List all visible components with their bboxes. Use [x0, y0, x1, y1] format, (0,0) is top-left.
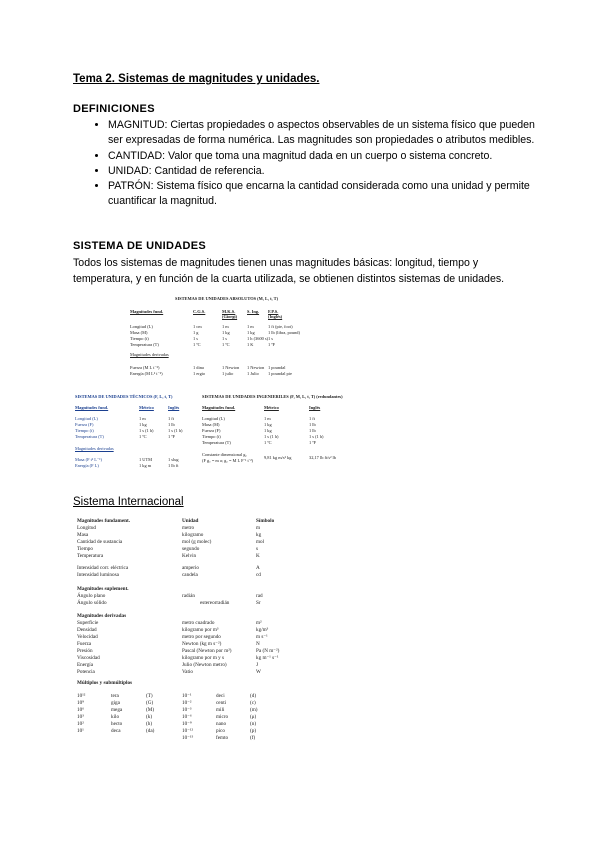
- si-m5c0: 10¹: [77, 728, 84, 734]
- si-f3c1: segundo: [182, 546, 200, 552]
- si-d2c0: Velocidad: [77, 634, 98, 640]
- def-unidad: • UNIDAD: Cantidad de referencia.: [108, 164, 548, 179]
- si-m4c3: 10⁻⁹: [182, 721, 192, 727]
- si-f1c1: kilogramo: [182, 532, 204, 538]
- si-m3c1: kilo: [111, 714, 120, 720]
- si-f4c2: K: [256, 553, 260, 559]
- ing-h0: Magnitudes fund.: [202, 405, 236, 410]
- si-m5c2: (da): [146, 728, 155, 734]
- si-m5c4: pico: [216, 728, 225, 734]
- si-s1c2: Sr: [256, 600, 261, 606]
- ing-r2c0: Fuerza (F): [202, 428, 221, 433]
- si-m2c5: (m): [250, 707, 258, 713]
- tec-h2: Inglés: [168, 405, 180, 410]
- abs-r3c3: 1 K: [247, 342, 254, 347]
- ing-r2c2: 1 lb: [309, 428, 316, 433]
- si-m5c1: deca: [111, 728, 121, 734]
- tec-r1c2: 1 lb: [168, 422, 175, 427]
- si-m3c4: micro: [216, 714, 229, 720]
- si-o1c1: candela: [182, 572, 198, 578]
- abs-derivadas-label: Magnitudes derivadas: [130, 352, 169, 357]
- si-m4c1: hecto: [111, 721, 123, 727]
- si-f3c0: Tiempo: [77, 546, 93, 552]
- abs-h4: F.P.S. (Inglés): [268, 309, 283, 319]
- si-s0c1: radián: [182, 593, 195, 599]
- si-m5c3: 10⁻¹²: [182, 728, 194, 734]
- ing-h2: Inglés: [309, 405, 321, 410]
- si-f2c0: Cantidad de sustancia: [77, 539, 123, 545]
- si-s0c0: Ángulo plano: [77, 593, 106, 599]
- si-d6c0: Energía: [77, 662, 94, 668]
- si-m4c5: (n): [250, 721, 257, 727]
- tec-r2c0: Tiempo (t): [75, 428, 94, 433]
- abs-r1c1: 1 g: [193, 330, 199, 335]
- abs-d0c0: Fuerza (M L t⁻²): [130, 365, 160, 370]
- si-d1c1: kilogramo por m³: [182, 627, 219, 633]
- si-d3c1: Newton (kg m s⁻²): [182, 641, 222, 647]
- ing-constante-label: Constante dimensional g꜀: [202, 452, 247, 457]
- ing-r0c0: Longitud (L): [202, 416, 225, 421]
- si-d5c2: kg m⁻¹ s⁻¹: [256, 655, 279, 661]
- abs-r2c0: Tiempo (t): [130, 336, 149, 341]
- absolutos-title: SISTEMAS DE UNIDADES ABSOLUTOS (M, L, t, T): [175, 296, 279, 301]
- si-m0c4: deci: [216, 693, 225, 699]
- si-m2c3: 10⁻³: [182, 707, 192, 713]
- tec-r0c0: Longitud (L): [75, 416, 98, 421]
- abs-h0: Magnitudes fund.: [130, 309, 164, 314]
- si-m1c5: (c): [250, 700, 256, 706]
- si-d3c0: Fuerza: [77, 641, 92, 647]
- tec-r2c2: 1 s (1 h): [168, 428, 183, 433]
- si-s0c2: rad: [256, 593, 263, 599]
- si-m0c5: (d): [250, 693, 257, 699]
- si-d0c0: Superficie: [77, 620, 99, 626]
- si-m1c4: centi: [216, 700, 227, 706]
- si-d4c1: Pascal (Newton por m²): [182, 648, 232, 654]
- tec-d1c2: 1 lb ft: [168, 463, 179, 468]
- abs-h2: M.K.S. (Giorgi): [222, 309, 238, 319]
- abs-d0c2: 1 Newton: [222, 365, 240, 370]
- si-h2: Símbolo: [256, 518, 275, 524]
- si-f2c1: mol (g molec): [182, 539, 212, 545]
- si-d0c1: metro cuadrado: [182, 620, 215, 626]
- si-m1c0: 10⁹: [77, 700, 84, 706]
- si-m4c0: 10²: [77, 721, 84, 727]
- ing-r4c1: 1 ºC: [264, 440, 272, 445]
- si-f3c2: s: [256, 546, 259, 552]
- si-m3c0: 10³: [77, 714, 84, 720]
- abs-r1c3: 1 kg: [247, 330, 255, 335]
- abs-d1c2: 1 julio: [222, 371, 234, 376]
- si-m0c1: tera: [111, 693, 119, 699]
- sistema-heading: SISTEMA DE UNIDADES: [73, 240, 207, 252]
- si-d2c1: metro por segundo: [182, 634, 221, 640]
- si-s1c0: Ángulo sólido: [77, 600, 107, 606]
- def-cantidad: • CANTIDAD: Valor que toma una magnitud dada en un cuerpo o sistema concreto.: [108, 149, 548, 164]
- si-s1c1: estereorradián: [200, 600, 230, 606]
- si-o0c0: Intensidad corr. eléctrica: [77, 565, 129, 571]
- si-f2c2: mol: [256, 539, 265, 545]
- abs-r0c1: 1 cm: [193, 324, 202, 329]
- tecnicos-title: SISTEMAS DE UNIDADES TÉCNICOS (F, L, t, T): [75, 394, 173, 399]
- ing-r3c0: Tiempo (t): [202, 434, 221, 439]
- ing-constante-ingles: 32,17 lb ft/s² lb: [309, 455, 336, 460]
- ing-r0c2: 1 ft: [309, 416, 315, 421]
- si-m2c0: 10⁶: [77, 707, 84, 713]
- abs-r3c2: 1 ºC: [222, 342, 230, 347]
- abs-h1: C.G.S.: [193, 309, 206, 314]
- definiciones-list: [92, 118, 548, 210]
- si-o0c2: A: [256, 565, 260, 571]
- abs-d0c3: 1 Newton: [247, 365, 265, 370]
- def-patron: • PATRÓN: Sistema físico que encarna la cantidad considerada como una unidad y permite cuantificar la magnitud.: [108, 179, 548, 210]
- tec-d0c0: Masa (F t² L⁻¹): [75, 457, 103, 462]
- si-m3c2: (k): [146, 714, 153, 720]
- abs-r3c1: 1 ºC: [193, 342, 201, 347]
- tec-d1c0: Energía (F L): [75, 463, 99, 468]
- tec-r0c2: 1 ft: [168, 416, 174, 421]
- page-title: Tema 2. Sistemas de magnitudes y unidades.: [73, 73, 320, 85]
- ing-r4c0: Temperatura (T): [202, 440, 231, 445]
- ing-r0c1: 1 m: [264, 416, 271, 421]
- si-h1: Unidad: [182, 518, 199, 524]
- si-m2c1: mega: [111, 707, 123, 713]
- ing-r1c2: 1 lb: [309, 422, 316, 427]
- si-d6c1: Julio (Newton metro): [182, 662, 227, 668]
- si-m4c2: (h): [146, 721, 153, 727]
- abs-r2c2: 1 s: [222, 336, 228, 341]
- si-heading: Sistema Internacional: [73, 496, 184, 508]
- si-m1c3: 10⁻²: [182, 700, 192, 706]
- abs-d1c1: 1 ergio: [193, 371, 206, 376]
- si-m0c2: (T): [146, 693, 153, 699]
- si-o1c2: cd: [256, 572, 261, 578]
- tec-d0c1: 1 UTM: [139, 457, 153, 462]
- si-f0c1: metro: [182, 525, 195, 531]
- ing-constante-metric: 9,81 kg m/s² kg: [264, 455, 292, 460]
- sistema-paragraph: Todos los sistemas de magnitudes tienen unas magnitudes básicas: longitud, tiempo y temperatura, y en función de la cuarta utilizada, se obtienen distintos sistemas de unidades.: [73, 257, 505, 285]
- ing-r2c1: 1 kg: [264, 428, 272, 433]
- abs-d0c4: 1 poundal: [268, 365, 286, 370]
- ing-constante-desc: (F g꜀ = m a; g꜀ = M L F⁻¹ t⁻²): [202, 458, 253, 463]
- si-f1c0: Masa: [77, 532, 89, 538]
- si-d1c0: Densidad: [77, 627, 97, 633]
- si-o0c1: amperio: [182, 565, 199, 571]
- si-f0c2: m: [256, 525, 261, 531]
- si-suplement-label: Magnitudes suplement.: [77, 586, 129, 592]
- si-m4c4: nano: [216, 721, 227, 727]
- ing-r3c2: 1 s (1 h): [309, 434, 324, 439]
- tec-r3c0: Temperatura (T): [75, 434, 104, 439]
- si-m6c5: (f): [250, 735, 256, 741]
- abs-d1c3: 1 Julio: [247, 371, 259, 376]
- tec-r3c2: 1 ºF: [168, 434, 176, 439]
- si-f1c2: kg: [256, 532, 262, 538]
- abs-r2c3: 1 h (3600 s): [247, 336, 269, 341]
- abs-d1c0: Energía (M L² t⁻²): [130, 371, 163, 376]
- abs-r1c0: Masa (M): [130, 330, 148, 335]
- si-d7c0: Potencia: [77, 669, 95, 675]
- abs-r3c0: Temperatura (T): [130, 342, 159, 347]
- abs-h3: S. Ing.: [247, 309, 260, 314]
- definiciones-heading: DEFINICIONES: [73, 103, 155, 115]
- si-m2c2: (M): [146, 707, 155, 713]
- ingenieriles-title: SISTEMAS DE UNIDADES INGENIERILES (F, M, L, t, T) (redundantes): [202, 394, 343, 399]
- abs-d0c1: 1 dina: [193, 365, 204, 370]
- ing-r4c2: 1 ºF: [309, 440, 317, 445]
- si-derivadas-label: Magnitudes derivadas: [77, 613, 127, 619]
- abs-r0c0: Longitud (L): [130, 324, 153, 329]
- si-f0c0: Longitud: [77, 525, 97, 531]
- si-multiplos-label: Múltiplos y submúltiplos: [77, 680, 133, 686]
- si-m6c3: 10⁻¹⁵: [182, 735, 194, 741]
- ing-r1c0: Masa (M): [202, 422, 220, 427]
- tec-h1: Métrico: [139, 405, 154, 410]
- si-m5c5: (p): [250, 728, 257, 734]
- abs-d1c4: 1 poundal pie: [268, 371, 292, 376]
- abs-r1c4: 1 lb (libra, pound): [268, 330, 300, 335]
- si-f4c1: Kelvin: [182, 553, 197, 559]
- si-m1c2: (G): [146, 700, 154, 706]
- si-f4c0: Temperatura: [77, 553, 104, 559]
- si-d4c0: Presión: [77, 648, 93, 654]
- si-d7c2: W: [256, 669, 261, 675]
- si-m6c4: femto: [216, 735, 229, 741]
- si-o1c0: Intensidad luminosa: [77, 572, 119, 578]
- tec-h0: Magnitudes fund.: [75, 405, 109, 410]
- si-m0c0: 10¹²: [77, 693, 86, 699]
- def-magnitud: • MAGNITUD: Ciertas propiedades o aspectos observables de un sistema físico que pueden ser expresadas de forma numérica. Las magnitudes son propiedades o atributos medibles.: [108, 118, 548, 149]
- si-d0c2: m²: [256, 620, 262, 626]
- ing-r1c1: 1 kg: [264, 422, 272, 427]
- si-m3c3: 10⁻⁶: [182, 714, 192, 720]
- si-d1c2: kg/m³: [256, 627, 269, 633]
- abs-r2c4: 1 s: [268, 336, 274, 341]
- tec-derivadas-label: Magnitudes derivadas: [75, 446, 114, 451]
- tec-r3c1: 1 ºC: [139, 434, 147, 439]
- tec-r1c0: Fuerza (F): [75, 422, 94, 427]
- ing-r3c1: 1 s (1 h): [264, 434, 279, 439]
- si-d7c1: Vatio: [182, 669, 193, 675]
- si-d6c2: J: [256, 662, 259, 668]
- si-d3c2: N: [256, 641, 260, 647]
- abs-r1c2: 1 kg: [222, 330, 230, 335]
- tec-r1c1: 1 kg: [139, 422, 147, 427]
- si-h0: Magnitudes fundament.: [77, 518, 131, 524]
- tec-r0c1: 1 m: [139, 416, 146, 421]
- si-d5c0: Viscosidad: [77, 655, 100, 661]
- ing-h1: Métrico: [264, 405, 279, 410]
- abs-r3c4: 1 ºF: [268, 342, 276, 347]
- si-m3c5: (μ): [250, 714, 257, 720]
- abs-r0c4: 1 ft (pie, foot): [268, 324, 293, 329]
- tec-r2c1: 1 s (1 h): [139, 428, 154, 433]
- abs-r0c3: 1 m: [247, 324, 254, 329]
- si-m2c4: mili: [216, 707, 225, 713]
- si-m1c1: giga: [111, 700, 120, 706]
- si-d4c2: Pa (N m⁻²): [256, 648, 280, 654]
- tec-d1c1: 1 kg m: [139, 463, 152, 468]
- si-m0c3: 10⁻¹: [182, 693, 192, 699]
- tec-d0c2: 1 slug: [168, 457, 179, 462]
- si-d2c2: m s⁻¹: [256, 634, 268, 640]
- si-d5c1: kilogramo por m y s: [182, 655, 225, 661]
- abs-r2c1: 1 s: [193, 336, 199, 341]
- abs-r0c2: 1 m: [222, 324, 229, 329]
